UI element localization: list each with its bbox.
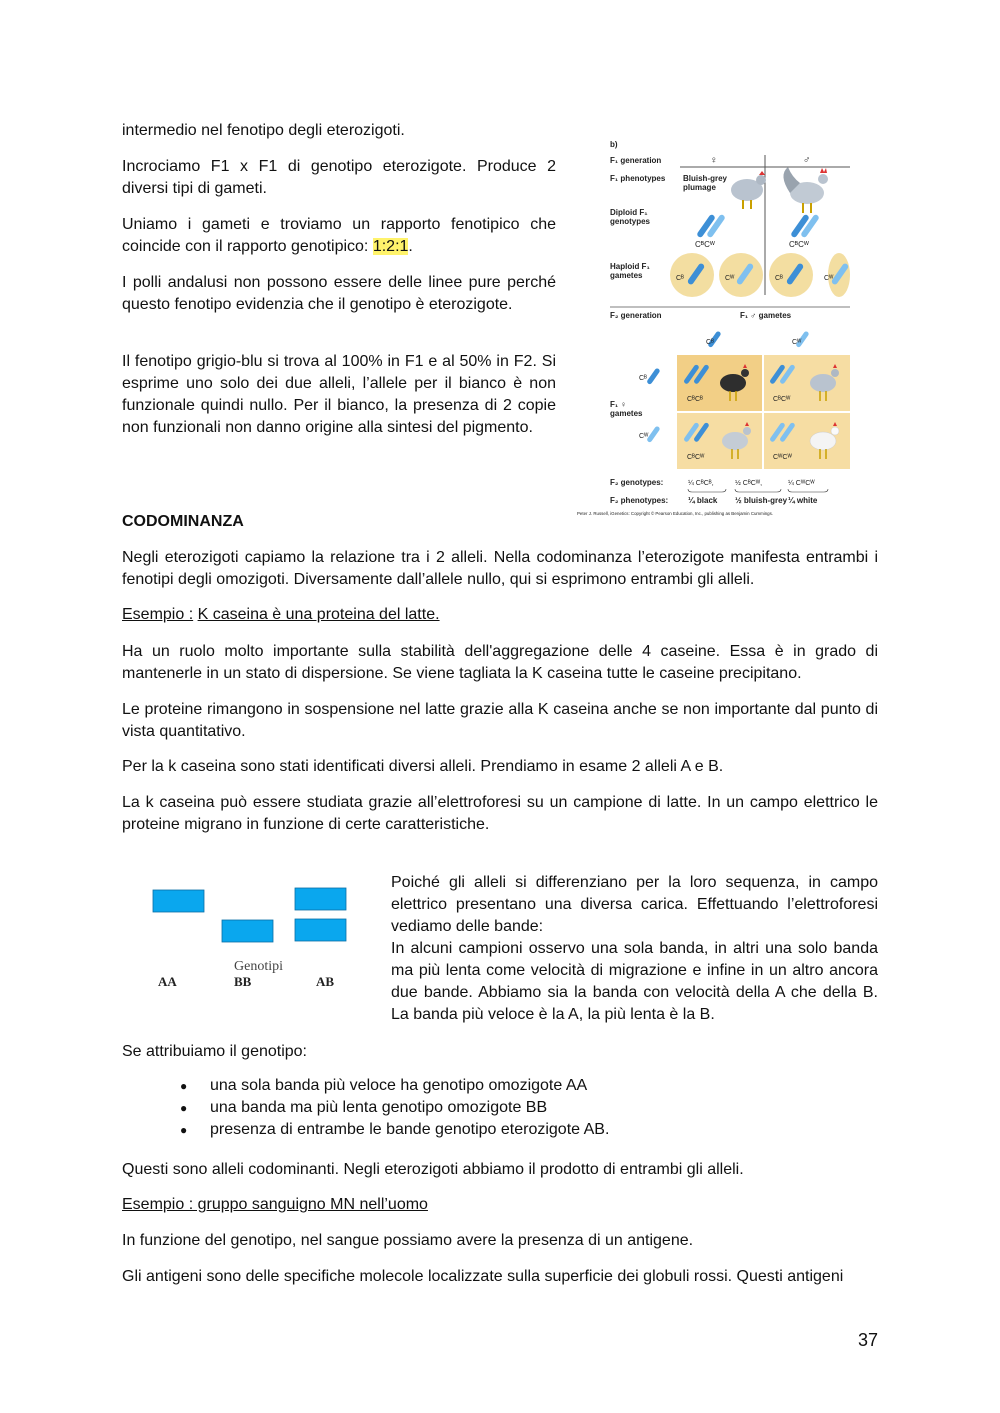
f1-generation-label: F₁ generation xyxy=(610,156,662,165)
band-bb-b xyxy=(222,920,273,942)
cell-ww-genotype: CᵂCᵂ xyxy=(773,454,792,461)
list-item: ● presenza di entrambe le bande genotipo eterozigote AB. xyxy=(180,1119,609,1141)
cell-wb-genotype: CᴮCᵂ xyxy=(687,454,705,461)
lane-label-ab: AB xyxy=(316,974,335,989)
example-1-prefix: Esempio : xyxy=(122,606,194,623)
female-gamete-b-header: Cᴮ xyxy=(639,375,647,382)
lane-label-aa: AA xyxy=(158,974,177,989)
f2-phenotype-2: ½ bluish-grey xyxy=(735,496,788,505)
f1-female-gametes-label-1: F₁ ♀ xyxy=(610,400,627,409)
f2-generation-label: F₂ generation xyxy=(610,311,662,320)
example-1 xyxy=(122,604,440,626)
f2-phenotype-1: ¼ black xyxy=(688,496,718,505)
f1-rooster-illustration xyxy=(783,167,828,213)
ratio-highlight: 1:2:1 xyxy=(372,238,409,255)
cell-bw-genotype: CᴮCᵂ xyxy=(773,396,791,403)
gamete-male-w-label: Cᵂ xyxy=(824,275,834,282)
list-item: ● una banda ma più lenta genotipo omozigote BB xyxy=(180,1097,609,1119)
f2-genotype-1: ¼ CᴮCᴮ, xyxy=(688,480,714,487)
page-number: 37 xyxy=(857,1330,878,1350)
plumage-label-1: Bluish-grey xyxy=(683,174,728,183)
paragraph-9: Per la k caseina sono stati identificati diversi alleli. Prendiamo in esame 2 alleli A e B. xyxy=(122,758,724,775)
paragraph-11 xyxy=(391,872,878,1026)
cell-bb-genotype: CᴮCᴮ xyxy=(687,396,703,403)
f1-female-chromosomes xyxy=(696,214,726,239)
f2-genotype-2: ½ CᴮCᵂ, xyxy=(735,480,763,487)
paragraph-11b: In alcuni campioni osservo una sola banda, in altri una solo banda ma più lenta come velocità di migrazione e infine in un altro ancora due bande. Abbiamo sia la banda con velocità della A che della B. La banda più veloce è la A, la più lenta è la B. xyxy=(391,940,878,1023)
f1-male-genotype: CᴮCᵂ xyxy=(789,240,809,249)
male-symbol: ♂ xyxy=(803,155,811,166)
diploid-label-1: Diploid F₁ xyxy=(610,208,648,217)
paragraph-15: Gli antigeni sono delle specifiche molecole localizzate sulla superficie dei globuli rossi. Questi antigeni xyxy=(122,1268,844,1285)
band-aa-a xyxy=(153,890,204,912)
paragraph-4: I polli andalusi non possono essere delle linee pure perché questo fenotipo evidenzia che il genotipo è eterozigote. xyxy=(122,274,556,313)
f1-female-gametes-label-2: gametes xyxy=(610,409,643,418)
paragraph-13: Questi sono alleli codominanti. Negli eterozigoti abbiamo il prodotto di entrambi gli alleli. xyxy=(122,1161,744,1178)
female-symbol: ♀ xyxy=(710,155,718,166)
paragraph-1: intermedio nel fenotipo degli eterozigoti. xyxy=(122,122,405,139)
paragraph-2: Incrociamo F1 x F1 di genotipo eterozigote. Produce 2 diversi tipi di gameti. xyxy=(122,158,556,197)
paragraph-6: Negli eterozigoti capiamo la relazione tra i 2 alleli. Nella codominanza l’eterozigote manifesta entrambi i fenotipi degli omozigoti. Diversamente dall’allele nullo, qui si esprimono entrambi gli alleli. xyxy=(122,549,878,588)
f2-phenotypes-label: F₂ phenotypes: xyxy=(610,496,669,505)
f1-male-gametes-label: F₁ ♂ gametes xyxy=(740,311,792,320)
f1-female-genotype: CᴮCᵂ xyxy=(695,240,715,249)
haploid-label-2: gametes xyxy=(610,271,643,280)
gamete-male-b-label: Cᴮ xyxy=(775,275,783,282)
gel-caption: Genotipi xyxy=(234,959,283,974)
plumage-label-2: plumage xyxy=(683,183,716,192)
electrophoresis-gel-figure xyxy=(140,880,365,995)
f2-genotypes-label: F₂ genotypes: xyxy=(610,478,664,487)
figure-panel-label: b) xyxy=(610,140,618,149)
male-gamete-b-header: Cᴮ xyxy=(706,339,714,346)
female-gamete-b-chromosome xyxy=(646,367,660,385)
gamete-female-b-label: Cᴮ xyxy=(676,275,684,282)
gamete-female-w-label: Cᵂ xyxy=(725,275,735,282)
paragraph-7: Ha un ruolo molto importante sulla stabilità dell'aggregazione delle 4 caseine. Essa è in grado di mantenerle in un stato di dispersione. Se viene tagliata la K caseina tutte le caseine precipitano. xyxy=(122,643,878,682)
paragraph-8: Le proteine rimangono in sospensione nel latte grazie alla K caseina anche se non importante dal punto di vista quantitativo. xyxy=(122,701,878,740)
f1-male-chromosomes xyxy=(790,214,820,239)
list-item: ● una sola banda più veloce ha genotipo omozigote AA xyxy=(180,1075,609,1097)
band-ab-a xyxy=(295,888,346,910)
f2-genotype-3: ¼ CᵂCᵂ xyxy=(788,480,815,487)
example-2: Esempio : gruppo sanguigno MN nell’uomo xyxy=(122,1196,428,1213)
paragraph-14: In funzione del genotipo, nel sangue possiamo avere la presenza di un antigene. xyxy=(122,1232,694,1249)
paragraph-12: Se attribuiamo il genotipo: xyxy=(122,1043,307,1060)
chicken-cross-figure xyxy=(575,135,850,520)
haploid-label-1: Haploid F₁ xyxy=(610,262,650,271)
paragraph-11a: Poiché gli alleli si differenziano per la loro sequenza, in campo elettrico presentano una diversa carica. Effettuando l’elettroforesi vediamo delle bande: xyxy=(391,874,878,935)
genotype-bullet-list xyxy=(180,1075,609,1141)
section-heading-codominanza: CODOMINANZA xyxy=(122,513,244,530)
band-ab-b xyxy=(295,919,346,941)
lane-label-bb: BB xyxy=(234,974,252,989)
paragraph-10: La k caseina può essere studiata grazie all’elettroforesi su un campione di latte. In un campo elettrico le proteine migrano in funzione di certe caratteristiche. xyxy=(122,794,878,833)
diploid-label-2: genotypes xyxy=(610,217,651,226)
figure-credit: Peter J. Russell, iGenetics: Copyright © Pearson Education, Inc., publishing as Benjamin Cummings. xyxy=(577,511,774,516)
female-gamete-w-header: Cᵂ xyxy=(639,433,649,440)
paragraph-5: Il fenotipo grigio-blu si trova al 100% in F1 e al 50% in F2. Si esprime uno solo dei due alleli, l’allele per il bianco è non funzionale quindi nullo. Per il bianco, la presenza di 2 copie non funzionali non danno origine alla sintesi del pigmento. xyxy=(122,353,556,436)
example-1-text: K caseina è una proteina del latte. xyxy=(197,606,440,623)
f1-phenotypes-label: F₁ phenotypes xyxy=(610,174,666,183)
f2-phenotype-3: ¼ white xyxy=(788,496,818,505)
f1-hen-illustration xyxy=(731,171,766,209)
paragraph-3-end: . xyxy=(408,238,413,255)
male-gamete-w-header: Cᵂ xyxy=(792,339,802,346)
paragraph-3-text: Uniamo i gameti e troviamo un rapporto fenotipico che coincide con il rapporto genotipico: xyxy=(122,216,556,255)
paragraph-3 xyxy=(122,214,556,258)
